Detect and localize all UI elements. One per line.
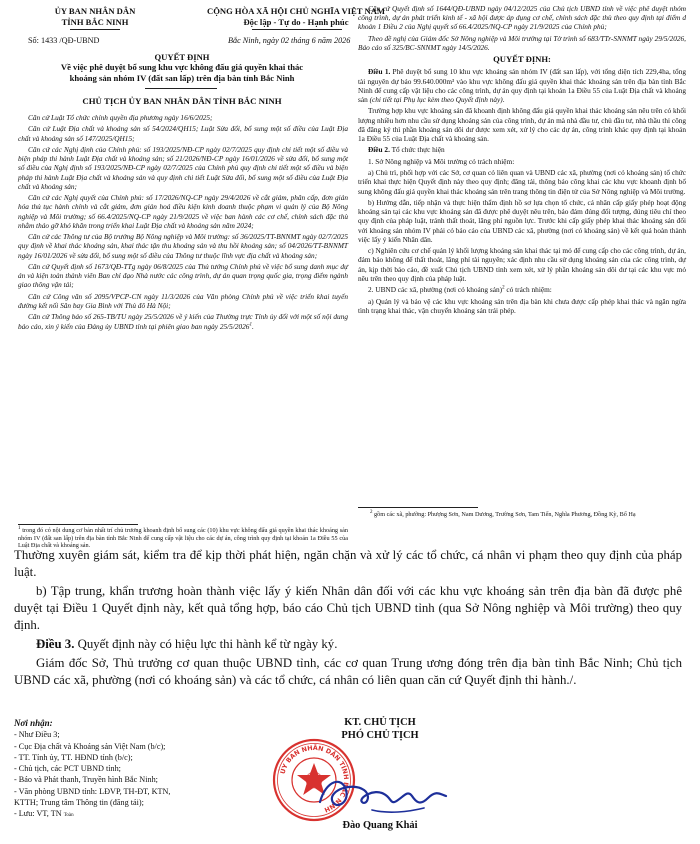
article-1-note: (chi tiết tại Phụ lục kèm theo Quyết định này) [369, 95, 503, 105]
title-underline [145, 88, 217, 89]
legal-bases [18, 113, 348, 333]
decide-heading: QUYẾT ĐỊNH: [493, 54, 551, 65]
article-2-item-2a: a) Quản lý và bảo vệ các khu vực khoáng sản trên địa bàn khi chưa được cấp phép khai thác và ngăn ngừa tình trạng khai thác, vận chuyển khoáng sản trái phép. [358, 296, 686, 315]
basis-item: Căn cứ các Nghị quyết của Chính phủ: số 17/2026/NQ-CP ngày 29/4/2026 về cắt giảm, phân cấp, đơn giản hóa thủ tục hành chính và cắt giảm, đơn giản hoá điều kiện kinh doanh thuộc phạm vi quản lý của Bộ Nông nghiệp và Môi trường; số 66.4/2025/NQ-CP ngày 21/9/2025 về việc ban hành các cơ chế, chính sách đặc thù nhằm tháo gỡ khó khăn trong triển khai Luật Địa chất và khoáng sản năm 2024; [18, 193, 348, 230]
footnote-divider-left [18, 524, 138, 525]
subject-line-1: Về việc phê duyệt bổ sung khu vực không đấu giá quyền khai thác [60, 62, 304, 73]
basis-item: Căn cứ Luật Tổ chức chính quyền địa phương ngày 16/6/2025; [28, 113, 213, 122]
footnote-2: $^2$ gồm các xã, phường: Phượng Sơn, Nam Dương, Trường Sơn, Tam Tiến, Nghĩa Phương, Đồng Kỳ, Bố Hạ [370, 509, 636, 518]
nation-name: CỘNG HÒA XÃ HỘI CHỦ NGHĨA VIỆT NAM [206, 6, 386, 16]
issuer-heading: CHỦ TỊCH ỦY BAN NHÂN DÂN TỈNH BẮC NINH [82, 96, 282, 106]
clerk-tag: Toàn [63, 813, 74, 819]
article-2-item-1b: b) Hướng dẫn, tiếp nhận và thực hiện thẩm định hồ sơ lựa chọn tổ chức, cá nhân cấp giấy phép hoạt động khoáng sản tại các khu vực khoáng sản đã được phê duyệt nêu trên, bảo đảm đúng đối tượng, đúng tiêu chí theo quy định của pháp luật, tránh thất thoát, lãng phí nguồn lực. Trước khi cấp giấy phép khai thác khoáng sản đối với khoáng sản nhóm IV phải có báo cáo của UBND các xã, phường (nơi có khoáng sản) về kết quả hoàn thành việc lấy ý kiến Nhân dân. [358, 197, 686, 244]
recipient-item: - Báo và Phát thanh, Truyền hình Bắc Ninh; [14, 775, 158, 785]
footnote-1-text: trong đó có nội dung cơ bản nhất trí chủ trương khoanh định bổ sung các (10) khu vực không đấu giá quyền khai thác khoáng sản nhóm IV (đất san lấp) trên địa bàn tỉnh Bắc Ninh để cung cấp vật liệu cho các dự án, công trình quy định tại khoản 1a Điều 55 của Luật Địa chất và khoáng sản. [18, 527, 349, 550]
article-2-label: Điều 2. [368, 145, 390, 155]
basis-item: Căn cứ Thông báo số 265-TB/TU ngày 25/5/2026 về ý kiến của Thường trực Tỉnh ủy đối với một số nội dung báo cáo, xin ý kiến của Đảng ủy UBND tỉnh tại phiên giao ban ngày 25/5/2026$^1$. [18, 312, 348, 331]
footnote-1: $^1$ trong đó có nội dung cơ bản nhất trí chủ trương khoanh định bổ sung các (10) khu vực không đấu giá quyền khai thác khoáng sản nhóm IV (đất san lấp) trên địa bàn tỉnh Bắc Ninh để cung cấp vật liệu cho các dự án, công trình quy định tại khoản 1a Điều 55 của Luật Địa chất và khoáng sản. [18, 525, 349, 550]
article-2-item-2-text: 2. UBND các xã, phường (nơi có khoáng sản) [368, 285, 503, 295]
proposal-basis: Theo đề nghị của Giám đốc Sở Nông nghiệp và Môi trường tại Tờ trình số 683/TTr-SNNMT ngày 29/5/2026, Báo cáo số 325/BC-SNNMT ngày 14/5/2026. [358, 33, 686, 52]
basis-item: Căn cứ các Thông tư của Bộ trưởng Bộ Nông nghiệp và Môi trường: số 36/2025/TT-BNNMT ngày 02/7/2025 quy định về khai thác khoáng sản, khai thác tận thu khoáng sản và thu hồi khoáng sản; số 04/2026/TT-BNNMT ngày 16/01/2026 về sửa đổi, bổ sung một số điều của Thông tư thuộc lĩnh vực địa chất và khoáng sản; [18, 232, 348, 260]
article-1 [358, 67, 686, 104]
continuation-para-1: Thường xuyên giám sát, kiểm tra để kịp thời phát hiện, ngăn chặn và xử lý các tổ chức, cá nhân vi phạm theo quy định của pháp luật. [14, 548, 682, 579]
basis-text: Căn cứ Thông báo số 265-TB/TU ngày 25/5/2026 về ý kiến của Thường trực Tỉnh ủy đối với một số nội dung báo cáo, xin ý kiến của Đảng ủy UBND tỉnh tại phiên giao ban ngày 25/5/2026 [18, 312, 348, 331]
org-line-1: ỦY BAN NHÂN DÂN [54, 6, 136, 16]
recipients-block [14, 718, 264, 822]
national-motto: Độc lập - Tự do - Hạnh phúc [243, 16, 349, 27]
article-1-text: Phê duyệt bổ sung 10 khu vực khoáng sản nhóm IV (đất san lấp), với tổng diện tích 229,4ha, tổng tài nguyên dự báo 99.640.000m³ vào khu vực không đấu giá quyền khai thác khoáng sản trên địa bàn tỉnh Bắc Ninh để cung cấp vật liệu cho các công trình, dự án quy định tại khoản 1a Điều 55 của Luật Địa chất và khoáng sản [358, 67, 686, 105]
article-1-para-2: Trường hợp khu vực khoáng sản đã khoanh định không đấu giá quyền khai thác khoáng sản nêu trên có khối lượng nhiều hơn nhu cầu sử dụng khoáng sản của công trình, dự án mà nhà đầu tư, chủ đầu tư, nhà thầu thi công đã đăng ký thì phần khoáng sản dôi dư được xem xét, xử lý cho các dự án, công trình khác quy định tại khoản 1a Điều 55 của Luật Địa chất và khoáng sản. [358, 106, 687, 144]
recipients-heading: Nơi nhận: [14, 718, 53, 728]
recipient-item: - Như Điều 3; [14, 730, 60, 740]
footnote-marker: 1 [249, 322, 252, 328]
continuation-para-2: b) Tập trung, khẩn trương hoàn thành việc lấy ý kiến Nhân dân đối với các khu vực khoáng sản trên địa bàn đã được phê duyệt tại Điều 1 Quyết định này, kết quả tổng hợp, báo cáo Chủ tịch UBND tỉnh (qua Sở Nông nghiệp và Môi trường) theo quy định. [14, 584, 682, 632]
recipient-item: - Chủ tịch, các PCT UBND tỉnh; [14, 764, 121, 774]
decision-kind: QUYẾT ĐỊNH [154, 52, 210, 62]
footnote-marker: 2 [502, 285, 505, 291]
basis-item: Căn cứ Quyết định số 1644/QĐ-UBND ngày 04/12/2025 của Chủ tịch UBND tỉnh về việc phê duyệt nhóm công trình, dự án phát triển kinh tế - xã hội được áp dụng cơ chế, chính sách đặc thù theo quy định tại điểm d khoản 1 Điều 2 của Nghị quyết số 66.4/2025/NQ-CP ngày 21/9/2025 của Chính phủ; [358, 4, 686, 32]
basis-item: Căn cứ các Nghị định của Chính phủ: số 193/2025/NĐ-CP ngày 02/7/2025 quy định chi tiết một số điều và biện pháp thi hành Luật Địa chất và khoáng sản; số 21/2026/NĐ-CP ngày 16/01/2026 về sửa đổi, bổ sung một số điều của Nghị định số 193/2025/NĐ-CP ngày 02/7/2025 của Chính phủ quy định chi tiết một số điều và biện pháp thi hành Luật Địa chất và khoáng sản và quy định chi tiết Luật Sửa đổi, bổ sung một số điều của Luật Địa chất và khoáng sản; [18, 144, 348, 191]
footnote-2-text: gồm các xã, phường: Phượng Sơn, Nam Dương, Trường Sơn, Tam Tiến, Nghĩa Phương, Đồng Kỳ, Bố Hạ [374, 511, 636, 518]
article-2-item-2 [358, 285, 686, 294]
basis-item: Căn cứ Luật Địa chất và khoáng sản số 54/2024/QH15; Luật Sửa đổi, bổ sung một số điều của Luật Địa chất và khoáng sản số 147/2025/QH15; [18, 124, 348, 143]
svg-text:ỦY BAN NHÂN DÂN TỈNH BẮC NINH: ỦY BAN NHÂN DÂN TỈNH BẮC NINH [278, 743, 351, 814]
handwritten-signature-icon [312, 760, 452, 820]
article-2-item-1a: a) Chủ trì, phối hợp với các Sở, cơ quan có liên quan và UBND các xã, phường (nơi có khoáng sản) tổ chức triển khai thực hiện Quyết định này theo quy định; đăng tải, thông báo công khai các khu vực khoanh định bổ sung không đấu giá quyền khai thác khoáng sản trên trang thông tin điện tử của Sở Nông nghiệp và Môi trường. [358, 168, 686, 196]
signer-title-2: PHÓ CHỦ TỊCH [341, 730, 419, 741]
recipient-item [14, 808, 264, 821]
article-2-item-1: 1. Sở Nông nghiệp và Môi trường có trách nhiệm: [368, 156, 515, 166]
org-line-2: TỈNH BẮC NINH [61, 16, 129, 27]
decision-body [358, 4, 686, 317]
article-3-label: Điều 3. [36, 637, 75, 651]
article-3 [14, 636, 682, 653]
footnote-divider-right [358, 507, 478, 508]
signer-title-1: KT. CHỦ TỊCH [344, 717, 416, 728]
article-2-text: Tổ chức thực hiện [389, 145, 445, 155]
doc-number: Số: 1433 /QĐ-UBND [28, 36, 100, 45]
recipient-last: - Lưu: VT, TN [14, 809, 62, 819]
article-2 [358, 145, 686, 154]
article-1-end: . [502, 95, 505, 105]
subject-line-2: khoáng sản nhóm IV (đất san lấp) trên địa bàn tỉnh Bắc Ninh [69, 72, 295, 83]
recipient-item: KTTH; Trung tâm Thông tin (đăng tải); [14, 798, 144, 808]
continuation-text [14, 547, 682, 691]
issuing-org [30, 6, 160, 27]
article-1-label: Điều 1. [368, 67, 391, 77]
article-3-text: Quyết định này có hiệu lực thi hành kể từ ngày ký. [74, 637, 338, 651]
signer-name: Đào Quang Khải [342, 820, 418, 831]
recipient-item: - Văn phòng UBND tỉnh: LĐVP, TH-ĐT, KTN, [14, 786, 171, 796]
org-underline [70, 29, 120, 30]
place-date: Bắc Ninh, ngày 02 tháng 6 năm 2026 [228, 36, 351, 45]
recipient-item: - Cục Địa chất và Khoáng sản Việt Nam (b/c); [14, 741, 166, 751]
article-2-item-1c: c) Nghiên cứu cơ chế quản lý khối lượng khoáng sản khai thác tại mỏ để cung cấp cho các công trình, dự án, đảm bảo không để thất thoát, lãng phí tài nguyên; xác định nhu cầu sử dụng khoáng sản của các công trình, dự án, kịp thời báo cáo, đề xuất Chủ tịch UBND tỉnh xem xét, xử lý phần khoáng sản dôi dư tại các khu vực mỏ nêu trên theo quy định của pháp luật. [358, 246, 686, 283]
basis-item: Căn cứ Quyết định số 1673/QĐ-TTg ngày 06/8/2025 của Thủ tướng Chính phủ về việc bổ sung danh mục dự án và kiện toàn thành viên Ban chỉ đạo Nhà nước các công trình, dự án quan trọng quốc gia, trọng điểm ngành giao thông vận tải; [18, 261, 348, 290]
motto-underline [252, 29, 342, 30]
basis-item: Căn cứ Công văn số 2095/VPCP-CN ngày 11/3/2026 của Văn phòng Chính phủ về việc triển khai tuyến đường kết nối Sân bay Gia Bình với Thủ đô Hà Nội; [18, 291, 348, 310]
continuation-para-4: Giám đốc Sở, Thủ trưởng cơ quan thuộc UBND tỉnh, các cơ quan Trung ương đóng trên địa bàn tỉnh Bắc Ninh; Chủ tịch UBND các xã, phường (nơi có khoáng sản) và các tổ chức, cá nhân có liên quan căn cứ Quyết định thi hành./. [14, 656, 682, 687]
recipient-item: - TT. Tỉnh ủy, TT. HĐND tỉnh (b/c); [14, 752, 133, 762]
article-2-item-2-end: có trách nhiệm: [504, 285, 552, 295]
title-block [14, 52, 350, 83]
